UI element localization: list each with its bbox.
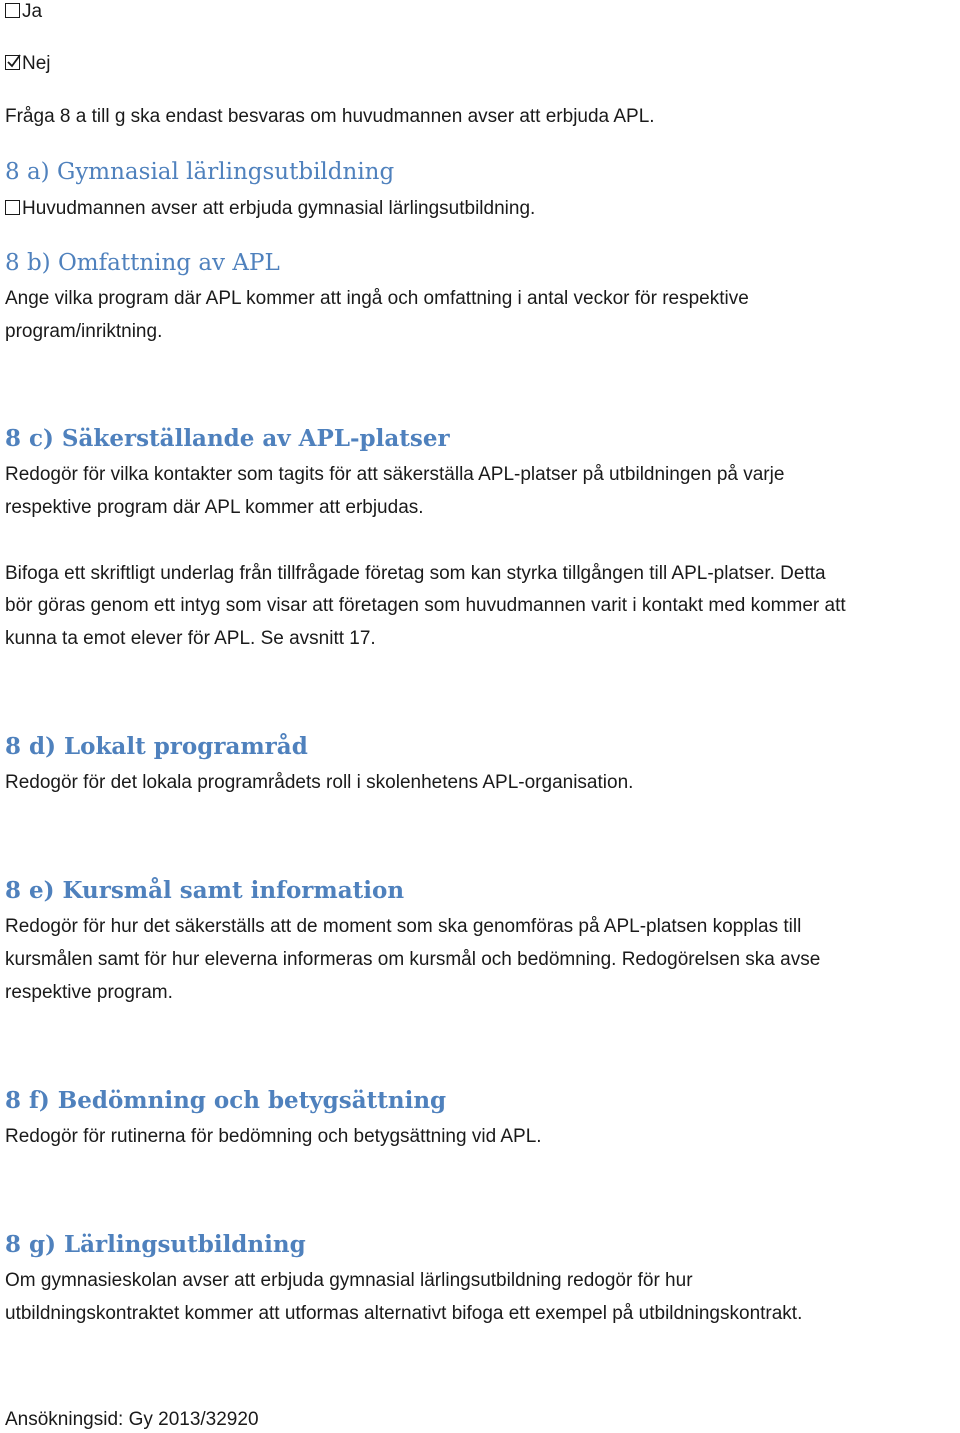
option-nej[interactable] [5,52,51,76]
heading-8c: 8 c) Säkerställande av APL-platser [5,425,450,452]
checkbox-8a-label: Huvudmannen avser att erbjuda gymnasial lärlingsutbildning. [22,198,536,219]
text-8e-line1: Redogör för hur det säkerställs att de moment som ska genomföras på APL-platsen kopplas till [5,916,802,937]
option-ja[interactable] [5,0,42,24]
checkbox-8a[interactable] [5,200,20,215]
text-8c-p2-line3: kunna ta emot elever för APL. Se avsnitt 17. [5,628,376,649]
text-8c-p1-line2: respektive program där APL kommer att erbjudas. [5,497,424,518]
footer-application-id: Ansökningsid: Gy 2013/32920 [5,1409,259,1430]
checkbox-nej[interactable] [5,55,20,70]
heading-8d: 8 d) Lokalt programråd [5,733,308,760]
text-8d-line1: Redogör för det lokala programrådets roll i skolenhetens APL-organisation. [5,772,634,793]
checkmark-icon [5,53,23,71]
heading-8b: 8 b) Omfattning av APL [5,250,280,276]
heading-8f: 8 f) Bedömning och betygsättning [5,1087,447,1114]
intro-text: Fråga 8 a till g ska endast besvaras om huvudmannen avser att erbjuda APL. [5,106,655,127]
checkbox-row-8a[interactable] [5,197,535,221]
text-8b-line1: Ange vilka program där APL kommer att ingå och omfattning i antal veckor för respektive [5,288,749,309]
option-ja-label: Ja [22,1,43,22]
text-8e-line2: kursmålen samt för hur eleverna informeras om kursmål och bedömning. Redogörelsen ska avse [5,949,821,970]
text-8g-line1: Om gymnasieskolan avser att erbjuda gymnasial lärlingsutbildning redogör för hur [5,1270,693,1291]
text-8c-p2-line2: bör göras genom ett intyg som visar att företagen som huvudmannen varit i kontakt med kommer att [5,595,846,616]
text-8c-p1-line1: Redogör för vilka kontakter som tagits för att säkerställa APL-platser på utbildningen på varje [5,464,785,485]
text-8b-line2: program/inriktning. [5,321,163,342]
heading-8a: 8 a) Gymnasial lärlingsutbildning [5,159,395,185]
heading-8e: 8 e) Kursmål samt information [5,877,405,904]
option-nej-label: Nej [22,53,51,74]
text-8e-line3: respektive program. [5,982,173,1003]
text-8c-p2-line1: Bifoga ett skriftligt underlag från tillfrågade företag som kan styrka tillgången till APL-platser. Detta [5,563,826,584]
heading-8g: 8 g) Lärlingsutbildning [5,1231,306,1258]
text-8g-line2: utbildningskontraktet kommer att utformas alternativt bifoga ett exempel på utbildningskontrakt. [5,1303,803,1324]
checkbox-ja[interactable] [5,3,20,18]
text-8f-line1: Redogör för rutinerna för bedömning och betygsättning vid APL. [5,1126,542,1147]
